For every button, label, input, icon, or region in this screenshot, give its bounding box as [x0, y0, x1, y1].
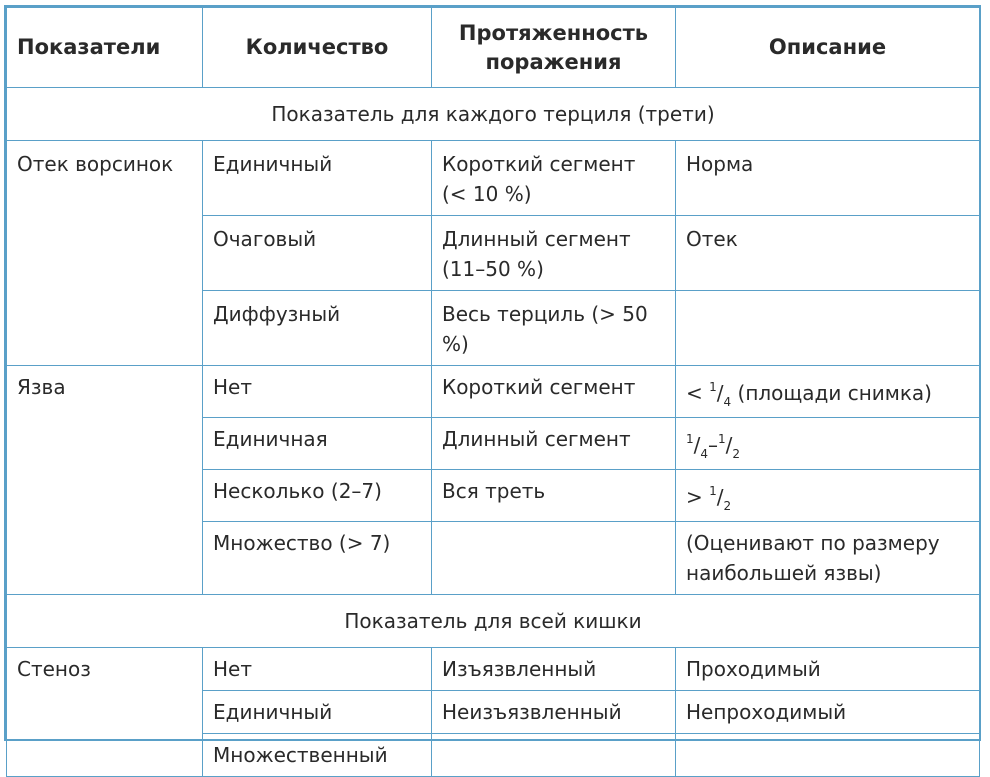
cell-extent: Длинный сегмент (11–50 %) — [432, 216, 676, 291]
cell-extent — [432, 734, 676, 777]
cell-extent: Короткий сегмент (< 10 %) — [432, 141, 676, 216]
cell-quantity: Множество (> 7) — [203, 522, 432, 595]
section-row — [7, 595, 980, 648]
header-quantity: Количество — [203, 8, 432, 88]
cell-quantity: Очаговый — [203, 216, 432, 291]
fraction-numerator: 1 — [718, 432, 726, 446]
scoring-table-frame — [4, 5, 981, 767]
header-indicators: Показатели — [7, 8, 203, 88]
cell-description: Отек — [676, 216, 980, 291]
cell-description: Непроходимый — [676, 691, 980, 734]
cell-description: > $^1/_2$ — [676, 470, 980, 522]
cell-extent — [432, 522, 676, 595]
table-header-row — [7, 8, 980, 88]
fraction-denominator: 2 — [723, 499, 732, 513]
header-description: Описание — [676, 8, 980, 88]
fraction-numerator: 1 — [709, 380, 717, 394]
table-row — [7, 648, 980, 691]
header-extent: Протяженность поражения — [432, 8, 676, 88]
section-row — [7, 88, 980, 141]
indicator-stenosis: Стеноз — [7, 648, 203, 777]
cell-extent: Весь терциль (> 50 %) — [432, 291, 676, 366]
fraction-prefix: < — [686, 381, 703, 405]
fraction-numerator: 1 — [686, 432, 694, 446]
cell-extent: Длинный сегмент — [432, 418, 676, 470]
cell-extent: Короткий сегмент — [432, 366, 676, 418]
cell-quantity: Нет — [203, 366, 432, 418]
cell-extent: Вся треть — [432, 470, 676, 522]
fraction-denominator: 2 — [732, 447, 741, 461]
cell-quantity: Несколько (2–7) — [203, 470, 432, 522]
fraction-denominator: 4 — [723, 395, 732, 409]
cell-quantity: Единичная — [203, 418, 432, 470]
cell-description — [676, 291, 980, 366]
fraction-prefix: > — [686, 485, 703, 509]
indicator-villous-edema: Отек ворсинок — [7, 141, 203, 366]
cell-description: (Оценивают по размеру наибольшей язвы) — [676, 522, 980, 595]
cell-quantity: Единичный — [203, 141, 432, 216]
scoring-table — [6, 7, 980, 777]
cell-quantity: Диффузный — [203, 291, 432, 366]
section-tercile-label: Показатель для каждого терциля (трети) — [7, 88, 980, 141]
table-row — [7, 141, 980, 216]
cell-description: < $^1/_4$ (площади снимка) — [676, 366, 980, 418]
cell-description: Норма — [676, 141, 980, 216]
cell-quantity: Множественный — [203, 734, 432, 777]
cell-quantity: Единичный — [203, 691, 432, 734]
fraction-denominator: 4 — [700, 447, 709, 461]
fraction-dash: – — [708, 433, 719, 457]
cell-extent: Неизъязвленный — [432, 691, 676, 734]
fraction-numerator: 1 — [709, 484, 717, 498]
table-row — [7, 366, 980, 418]
cell-quantity: Нет — [203, 648, 432, 691]
fraction-suffix: (площади снимка) — [737, 381, 932, 405]
indicator-ulcer: Язва — [7, 366, 203, 595]
cell-description — [676, 734, 980, 777]
cell-description: Проходимый — [676, 648, 980, 691]
cell-description: $^1/_4-^1/_2$ — [676, 418, 980, 470]
section-whole-label: Показатель для всей кишки — [7, 595, 980, 648]
cell-extent: Изъязвленный — [432, 648, 676, 691]
